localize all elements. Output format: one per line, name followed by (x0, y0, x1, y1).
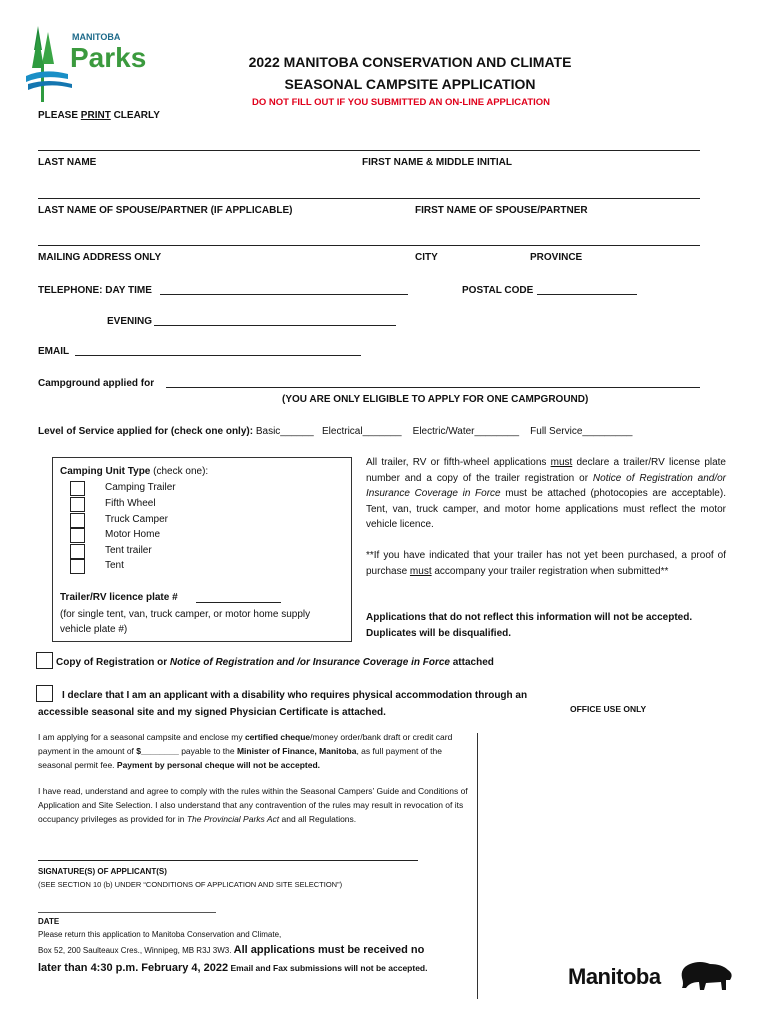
office-use-label: OFFICE USE ONLY (570, 704, 647, 714)
online-warning: DO NOT FILL OUT IF YOU SUBMITTED AN ON-LINE APPLICATION (252, 97, 551, 108)
checkbox-fifth-wheel[interactable] (70, 497, 85, 512)
page-title-line2: SEASONAL CAMPSITE APPLICATION (284, 76, 536, 92)
manitoba-logo: Manitoba (568, 964, 661, 989)
name-line[interactable] (38, 140, 700, 151)
province-label: PROVINCE (530, 252, 583, 263)
purchase-info-a: **If you have indicated that your trailer has not yet been purchased, a proof of purchase (366, 550, 726, 577)
telephone-label: TELEPHONE: DAY TIME (38, 285, 152, 296)
email-line[interactable] (75, 345, 361, 356)
eligible-note: (YOU ARE ONLY ELIGIBLE TO APPLY FOR ONE CAMPGROUND) (282, 394, 589, 405)
payment-h: Payment by personal cheque will not be accepted. (116, 760, 321, 770)
option-tent-trailer: Tent trailer (105, 545, 152, 556)
signature-label: SIGNATURE(S) OF APPLICANT(S) (38, 867, 167, 876)
city-label: CITY (415, 252, 438, 263)
return-line3 (38, 962, 427, 974)
camping-unit-title (60, 466, 208, 477)
deadline-line1: All applications must be received no (233, 944, 425, 956)
rules-b: and all Regulations. (279, 814, 357, 824)
level-electric-water[interactable]: Electric/Water (412, 426, 475, 437)
option-truck-camper: Truck Camper (105, 514, 168, 525)
signature-note: (SEE SECTION 10 (b) UNDER “CONDITIONS OF APPLICATION AND SITE SELECTION”) (38, 880, 343, 889)
office-divider (477, 733, 478, 999)
parks-logo (24, 24, 164, 104)
option-camping-trailer: Camping Trailer (105, 482, 176, 493)
print-suffix: CLEARLY (110, 110, 160, 121)
copy-registration-text (56, 657, 494, 668)
checkbox-copy-registration[interactable] (36, 652, 53, 669)
bison-icon (676, 958, 736, 994)
checkbox-motor-home[interactable] (70, 528, 85, 543)
purchase-info (366, 548, 726, 579)
payment-f: Minister of Finance, Manitoba (236, 746, 357, 756)
payment-g: , as full payment of the seasonal permit fee. (38, 746, 442, 770)
first-name-label: FIRST NAME & MIDDLE INITIAL (362, 157, 512, 168)
option-fifth-wheel: Fifth Wheel (105, 498, 156, 509)
option-tent: Tent (105, 560, 124, 571)
logo-small-text: MANITOBA (72, 32, 121, 42)
copy-italic: Notice of Registration and /or Insurance Coverage in Force (169, 657, 450, 668)
evening-line[interactable] (154, 315, 396, 326)
level-basic[interactable]: Basic (255, 426, 281, 437)
date-line[interactable] (38, 904, 216, 913)
telephone-line[interactable] (160, 284, 408, 295)
return-line1: Please return this application to Manitoba Conservation and Climate, (38, 930, 282, 939)
spouse-first-label: FIRST NAME OF SPOUSE/PARTNER (415, 205, 588, 216)
trailer-info-b: declare a trailer/RV license plate number and a copy of the trailer registration or (366, 457, 726, 484)
signature-line[interactable] (38, 850, 418, 861)
postal-line[interactable] (537, 284, 637, 295)
copy-b: attached (449, 657, 494, 668)
fax-note: Email and Fax submissions will not be accepted. (228, 963, 428, 973)
payment-amount[interactable]: $________ (136, 746, 179, 756)
rules-text (38, 784, 474, 826)
trailer-info-a: All trailer, RV or fifth-wheel applications (366, 457, 551, 468)
payment-c: /money order/bank draft or credit card payment in the amount of (38, 732, 453, 756)
licence-label: Trailer/RV licence plate # (60, 592, 178, 603)
print-clearly (38, 110, 160, 121)
page-title-line1: 2022 MANITOBA CONSERVATION AND CLIMATE (248, 54, 572, 70)
campground-line[interactable] (166, 377, 700, 388)
return-address: Box 52, 200 Saulteaux Cres., Winnipeg, MB R3J 3W3. (38, 946, 234, 955)
camping-unit-title-text: Camping Unit Type (60, 466, 151, 477)
licence-line[interactable] (196, 592, 281, 603)
mailing-label: MAILING ADDRESS ONLY (38, 252, 162, 263)
level-electrical[interactable]: Electrical (322, 426, 363, 437)
camping-unit-title-suffix: (check one): (150, 466, 209, 477)
option-motor-home: Motor Home (105, 529, 161, 540)
spouse-line[interactable] (38, 190, 700, 199)
level-full-service[interactable]: Full Service (530, 426, 583, 437)
campground-label: Campground applied for (38, 378, 155, 389)
payment-a: I am applying for a seasonal campsite and enclose my (38, 732, 245, 742)
copy-a: Copy of Registration or (56, 657, 170, 668)
disability-declaration: I declare that I am an applicant with a disability who requires physical accommodation through an accessible seasonal site and my signed Physician Certificate is attached. (38, 690, 528, 718)
evening-label: EVENING (107, 316, 153, 327)
trailer-info-must: must (550, 457, 573, 468)
spouse-last-label: LAST NAME OF SPOUSE/PARTNER (IF APPLICABLE) (38, 205, 293, 216)
date-label: DATE (38, 917, 60, 926)
postal-label: POSTAL CODE (462, 285, 534, 296)
rejection-note: Applications that do not reflect this information will not be accepted. Duplicates will be disqualified. (366, 612, 693, 639)
level-label: Level of Service applied for (check one only): (38, 426, 254, 437)
trailer-info (366, 455, 726, 533)
payment-text (38, 730, 470, 772)
payment-e: payable to the (178, 746, 237, 756)
return-line2 (38, 944, 424, 956)
checkbox-tent[interactable] (70, 559, 85, 574)
rules-italic: The Provincial Parks Act (186, 814, 280, 824)
purchase-info-must: must (409, 565, 432, 577)
print-word: PRINT (80, 110, 111, 121)
email-label: EMAIL (38, 346, 70, 357)
address-line[interactable] (38, 236, 700, 246)
print-prefix: PLEASE (38, 110, 81, 121)
licence-note: (for single tent, van, truck camper, or motor home supply vehicle plate #) (60, 609, 311, 635)
purchase-info-b: accompany your trailer registration when submitted** (431, 565, 669, 577)
deadline-line2: later than 4:30 p.m. February 4, 2022 (38, 962, 229, 974)
trailer-info-c: must be attached (photocopies are acceptable). Tent, van, truck camper, and motor home applications must reflect the motor vehicle licence. (366, 488, 726, 530)
logo-big-text: Parks (70, 42, 147, 73)
checkbox-tent-trailer[interactable] (70, 544, 85, 559)
trailer-info-italic: Notice of Registration and/or Insurance Coverage in Force (366, 472, 726, 499)
payment-b: certified cheque (244, 732, 311, 742)
last-name-label: LAST NAME (38, 157, 97, 168)
rules-a: I have read, understand and agree to comply with the rules within the Seasonal Campers’ Guide and Conditions of Application and Site Selection. I also understand that any contravention of the rules may result in revocation of its occupancy privileges as provided for in (38, 786, 468, 824)
level-of-service: Level of Service applied for (check one only): Basic______ Electrical_______ Electric/Water________ Full Service_________ (38, 426, 633, 437)
checkbox-truck-camper[interactable] (70, 513, 85, 528)
checkbox-camping-trailer[interactable] (70, 481, 85, 496)
